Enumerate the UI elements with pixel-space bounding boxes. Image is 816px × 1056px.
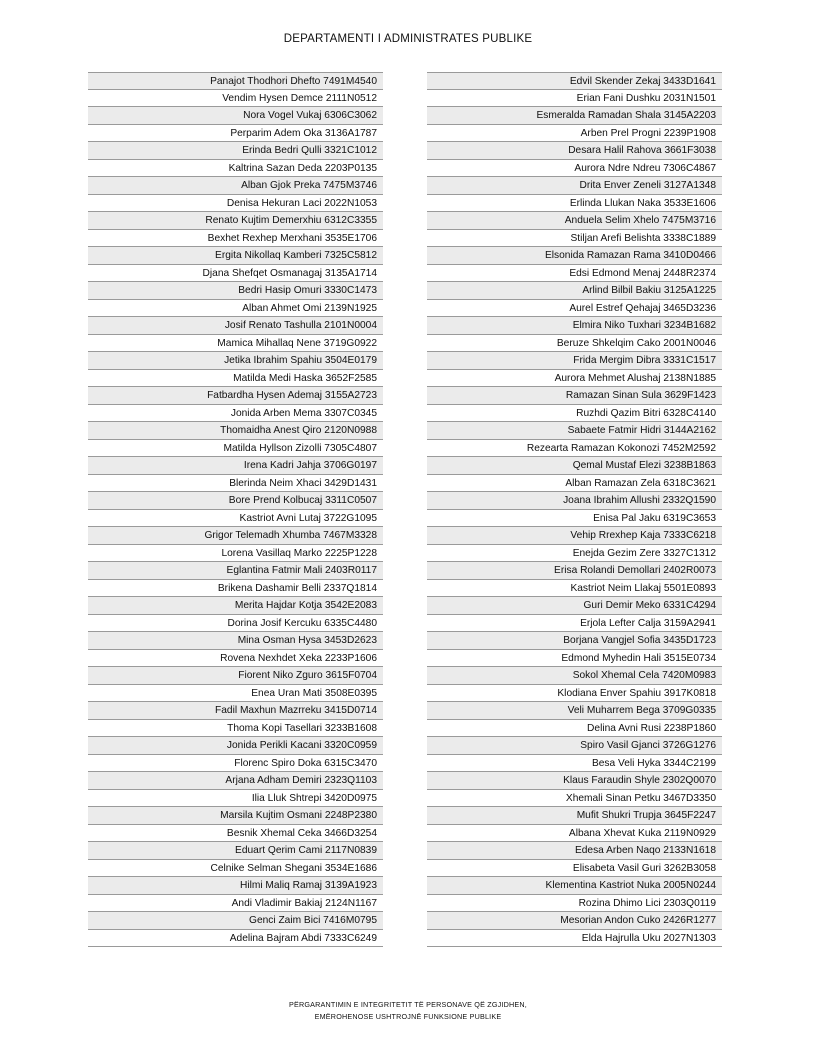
list-row: Enea Uran Mati 3508E0395	[88, 685, 383, 703]
list-row: Fiorent Niko Zguro 3615F0704	[88, 667, 383, 685]
list-row: Klodiana Enver Spahiu 3917K0818	[427, 685, 722, 703]
list-row: Marsila Kujtim Osmani 2248P2380	[88, 807, 383, 825]
footer-line-2: EMËROHENOSE USHTROJNË FUNKSIONE PUBLIKE	[314, 1012, 502, 1021]
list-row: Enejda Gezim Zere 3327C1312	[427, 545, 722, 563]
list-row: Mufit Shukri Trupja 3645F2247	[427, 807, 722, 825]
list-row: Sokol Xhemal Cela 7420M0983	[427, 667, 722, 685]
list-row: Erlinda Llukan Naka 3533E1606	[427, 195, 722, 213]
list-row: Kastriot Neim Llakaj 5501E0893	[427, 580, 722, 598]
list-row: Brikena Dashamir Belli 2337Q1814	[88, 580, 383, 598]
list-row: Rovena Nexhdet Xeka 2233P1606	[88, 650, 383, 668]
list-row: Joana Ibrahim Allushi 2332Q1590	[427, 492, 722, 510]
list-row: Bedri Hasip Omuri 3330C1473	[88, 282, 383, 300]
list-row: Dorina Josif Kercuku 6335C4480	[88, 615, 383, 633]
list-row: Besnik Xhemal Ceka 3466D3254	[88, 825, 383, 843]
list-row: Hilmi Maliq Ramaj 3139A1923	[88, 877, 383, 895]
list-row: Elmira Niko Tuxhari 3234B1682	[427, 317, 722, 335]
list-row: Edsi Edmond Menaj 2448R2374	[427, 265, 722, 283]
page-title: DEPARTAMENTI I ADMINISTRATES PUBLIKE	[283, 33, 533, 45]
list-row: Jetika Ibrahim Spahiu 3504E0179	[88, 352, 383, 370]
list-row: Desara Halil Rahova 3661F3038	[427, 142, 722, 160]
list-row: Esmeralda Ramadan Shala 3145A2203	[427, 107, 722, 125]
list-row: Erjola Lefter Calja 3159A2941	[427, 615, 722, 633]
list-row: Mamica Mihallaq Nene 3719G0922	[88, 335, 383, 353]
list-row: Sabaete Fatmir Hidri 3144A2162	[427, 422, 722, 440]
list-row: Arben Prel Progni 2239P1908	[427, 125, 722, 143]
list-row: Borjana Vangjel Sofia 3435D1723	[427, 632, 722, 650]
list-row: Matilda Medi Haska 3652F2585	[88, 370, 383, 388]
list-row: Blerinda Neim Xhaci 3429D1431	[88, 475, 383, 493]
list-row: Merita Hajdar Kotja 3542E2083	[88, 597, 383, 615]
list-row: Elsonida Ramazan Rama 3410D0466	[427, 247, 722, 265]
list-row: Ilia Lluk Shtrepi 3420D0975	[88, 790, 383, 808]
list-row: Fadil Maxhun Mazrreku 3415D0714	[88, 702, 383, 720]
list-row: Aurel Estref Qehajaj 3465D3236	[427, 300, 722, 318]
left-name-list	[88, 72, 383, 947]
list-row: Alban Gjok Preka 7475M3746	[88, 177, 383, 195]
list-row: Adelina Bajram Abdi 7333C6249	[88, 930, 383, 948]
list-row: Thomaidha Anest Qiro 2120N0988	[88, 422, 383, 440]
list-row: Mina Osman Hysa 3453D2623	[88, 632, 383, 650]
list-row: Edesa Arben Naqo 2133N1618	[427, 842, 722, 860]
footer-line-1: PËRGARANTIMIN E INTEGRITETIT TË PERSONAVE QË ZGJIDHEN,	[288, 1000, 528, 1009]
list-row: Elda Hajrulla Uku 2027N1303	[427, 930, 722, 948]
list-row: Ergita Nikollaq Kamberi 7325C5812	[88, 247, 383, 265]
list-row: Klaus Faraudin Shyle 2302Q0070	[427, 772, 722, 790]
list-row: Rezearta Ramazan Kokonozi 7452M2592	[427, 440, 722, 458]
list-row: Mesorian Andon Cuko 2426R1277	[427, 912, 722, 930]
list-row: Edmond Myhedin Hali 3515E0734	[427, 650, 722, 668]
list-row: Aurora Ndre Ndreu 7306C4867	[427, 160, 722, 178]
list-row: Besa Veli Hyka 3344C2199	[427, 755, 722, 773]
list-row: Bexhet Rexhep Merxhani 3535E1706	[88, 230, 383, 248]
list-row: Florenc Spiro Doka 6315C3470	[88, 755, 383, 773]
list-row: Kastriot Avni Lutaj 3722G1095	[88, 510, 383, 528]
list-row: Eduart Qerim Cami 2117N0839	[88, 842, 383, 860]
list-row: Matilda Hyllson Zizolli 7305C4807	[88, 440, 383, 458]
list-row: Nora Vogel Vukaj 6306C3062	[88, 107, 383, 125]
list-row: Albana Xhevat Kuka 2119N0929	[427, 825, 722, 843]
list-row: Alban Ramazan Zela 6318C3621	[427, 475, 722, 493]
list-row: Delina Avni Rusi 2238P1860	[427, 720, 722, 738]
list-row: Qemal Mustaf Elezi 3238B1863	[427, 457, 722, 475]
list-row: Kaltrina Sazan Deda 2203P0135	[88, 160, 383, 178]
list-row: Ramazan Sinan Sula 3629F1423	[427, 387, 722, 405]
list-row: Klementina Kastriot Nuka 2005N0244	[427, 877, 722, 895]
list-row: Aurora Mehmet Alushaj 2138N1885	[427, 370, 722, 388]
list-row: Fatbardha Hysen Ademaj 3155A2723	[88, 387, 383, 405]
list-row: Edvil Skender Zekaj 3433D1641	[427, 72, 722, 90]
list-row: Jonida Perikli Kacani 3320C0959	[88, 737, 383, 755]
list-row: Xhemali Sinan Petku 3467D3350	[427, 790, 722, 808]
list-row: Bore Prend Kolbucaj 3311C0507	[88, 492, 383, 510]
list-row: Eglantina Fatmir Mali 2403R0117	[88, 562, 383, 580]
list-row: Beruze Shkelqim Cako 2001N0046	[427, 335, 722, 353]
list-row: Djana Shefqet Osmanagaj 3135A1714	[88, 265, 383, 283]
list-row: Andi Vladimir Bakiaj 2124N1167	[88, 895, 383, 913]
right-name-list	[427, 72, 722, 947]
list-row: Lorena Vasillaq Marko 2225P1228	[88, 545, 383, 563]
list-row: Jonida Arben Mema 3307C0345	[88, 405, 383, 423]
list-row: Perparim Adem Oka 3136A1787	[88, 125, 383, 143]
list-row: Frida Mergim Dibra 3331C1517	[427, 352, 722, 370]
list-row: Spiro Vasil Gjanci 3726G1276	[427, 737, 722, 755]
list-row: Renato Kujtim Demerxhiu 6312C3355	[88, 212, 383, 230]
list-row: Enisa Pal Jaku 6319C3653	[427, 510, 722, 528]
list-row: Stiljan Arefi Belishta 3338C1889	[427, 230, 722, 248]
list-row: Panajot Thodhori Dhefto 7491M4540	[88, 72, 383, 90]
list-row: Celnike Selman Shegani 3534E1686	[88, 860, 383, 878]
list-row: Arlind Bilbil Bakiu 3125A1225	[427, 282, 722, 300]
list-row: Irena Kadri Jahja 3706G0197	[88, 457, 383, 475]
list-row: Veli Muharrem Bega 3709G0335	[427, 702, 722, 720]
list-row: Josif Renato Tashulla 2101N0004	[88, 317, 383, 335]
list-row: Anduela Selim Xhelo 7475M3716	[427, 212, 722, 230]
list-row: Drita Enver Zeneli 3127A1348	[427, 177, 722, 195]
list-row: Denisa Hekuran Laci 2022N1053	[88, 195, 383, 213]
list-row: Grigor Telemadh Xhumba 7467M3328	[88, 527, 383, 545]
list-row: Arjana Adham Demiri 2323Q1103	[88, 772, 383, 790]
list-row: Erinda Bedri Qulli 3321C1012	[88, 142, 383, 160]
list-row: Elisabeta Vasil Guri 3262B3058	[427, 860, 722, 878]
list-row: Erian Fani Dushku 2031N1501	[427, 90, 722, 108]
page-footer	[0, 999, 816, 1023]
list-row: Alban Ahmet Omi 2139N1925	[88, 300, 383, 318]
list-row: Vehip Rrexhep Kaja 7333C6218	[427, 527, 722, 545]
list-row: Ruzhdi Qazim Bitri 6328C4140	[427, 405, 722, 423]
list-row: Guri Demir Meko 6331C4294	[427, 597, 722, 615]
list-row: Rozina Dhimo Lici 2303Q0119	[427, 895, 722, 913]
list-row: Vendim Hysen Demce 2111N0512	[88, 90, 383, 108]
list-row: Thoma Kopi Tasellari 3233B1608	[88, 720, 383, 738]
list-row: Erisa Rolandi Demollari 2402R0073	[427, 562, 722, 580]
list-row: Genci Zaim Bici 7416M0795	[88, 912, 383, 930]
